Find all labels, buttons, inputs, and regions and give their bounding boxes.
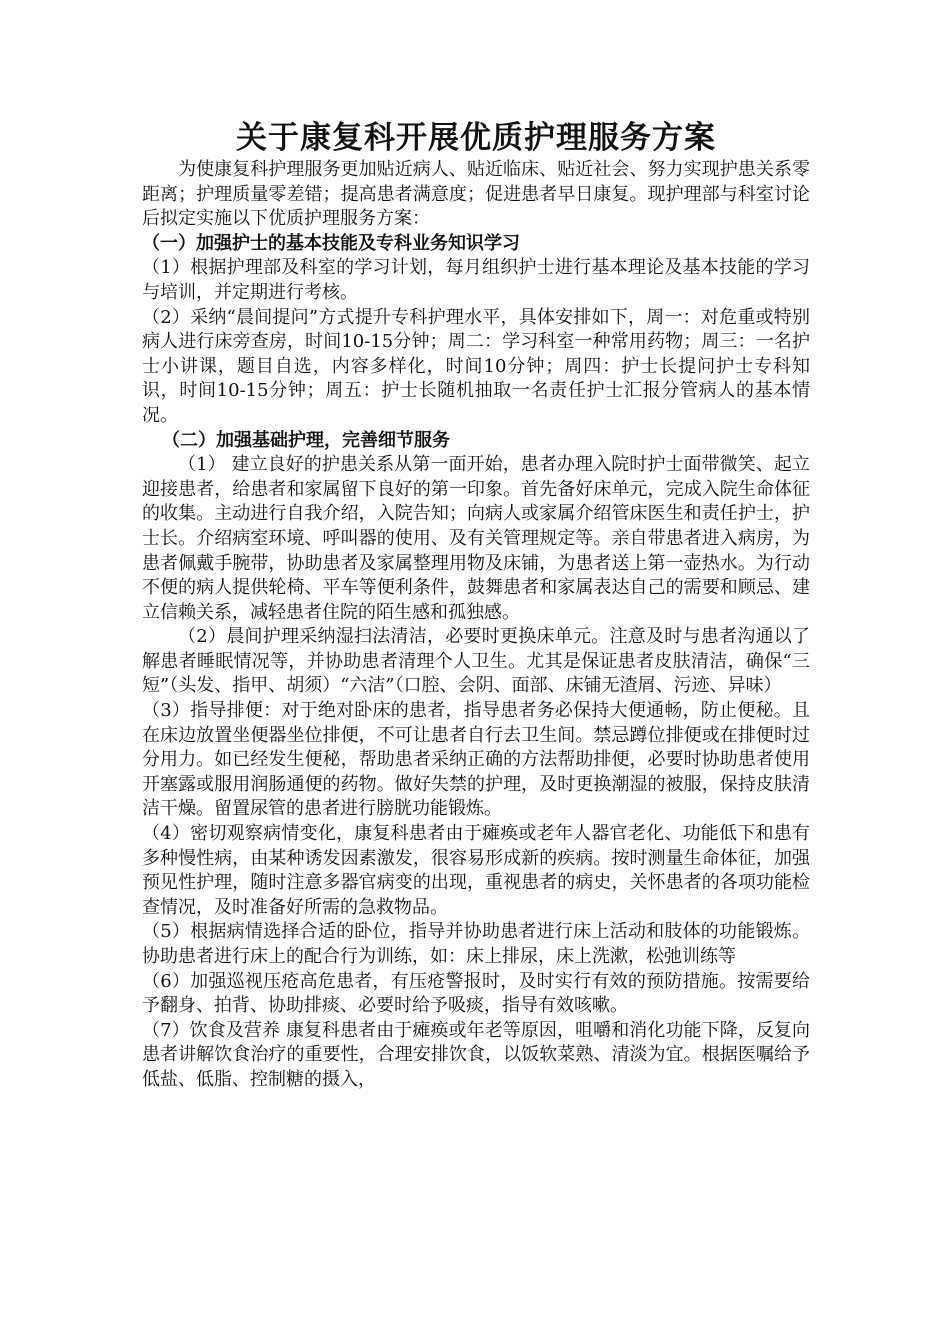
section1-item-2: （2）采纳“晨间提问”方式提升专科护理水平，具体安排如下，周一：对危重或特别病人进行床旁查房，时间10-15分钟；周二：学习科室一种常用药物；周三：一名护士小讲课，题目自选，内容多样化，时间10分钟；周四：护士长提问护士专科知识，时间10-15分钟；周五：护士长随机抽取一名责任护士汇报分管病人的基本情况。	[142, 306, 810, 426]
section1-item-1: （1）根据护理部及科室的学习计划，每月组织护士进行基本理论及基本技能的学习与培训，并定期进行考核。	[142, 257, 810, 303]
section-heading-2: （二）加强基础护理，完善细节服务	[162, 429, 450, 451]
document-title: 关于康复科开展优质护理服务方案	[236, 120, 716, 156]
section2-item-7: （7）饮食及营养 康复科患者由于瘫痪或年老等原因，咀嚼和消化功能下降，反复向患者讲解饮食治疗的重要性，合理安排饮食，以饭软菜熟、清淡为宜。根据医嘱给予低盐、低脂、控制糖的摄入，	[142, 1019, 810, 1090]
section2-item-5: （5）根据病情选择合适的卧位，指导并协助患者进行床上活动和肢体的功能锻炼。协助患者进行床上的配合行为训练，如：床上排尿，床上洗漱，松弛训练等	[142, 921, 810, 967]
section2-item-6: （6）加强巡视压疮高危患者，有压疮警报时，及时实行有效的预防措施。按需要给予翻身、拍背、协助排痰、必要时给予吸痰，指导有效咳嗽。	[142, 970, 810, 1017]
section2-item-2: （2）晨间护理采纳湿扫法清洁，必要时更换床单元。注意及时与患者沟通以了解患者睡眠情况等，并协助患者清理个人卫生。尤其是保证患者皮肤清洁，确保“三短”（头发、指甲、胡须）“六洁”（口腔、会阴、面部、床铺无渣屑、污迹、异味）	[142, 626, 810, 697]
section2-item-3: （3）指导排便：对于绝对卧床的患者，指导患者务必保持大便通畅，防止便秘。且在床边放置坐便器坐位排便，不可让患者自行去卫生间。禁忌蹲位排便或在排便时过分用力。如已经发生便秘，帮助患者采纳正确的方法帮助排便，必要时协助患者使用开塞露或服用润肠通便的药物。做好失禁的护理，及时更换潮湿的被服，保持皮肤清洁干燥。留置尿管的患者进行膀胱功能锻炼。	[142, 700, 810, 820]
intro-paragraph: 为使康复科护理服务更加贴近病人、贴近临床、贴近社会、努力实现护患关系零距离；护理质量零差错；提高患者满意度；促进患者早日康复。现护理部与科室讨论后拟定实施以下优质护理服务方案：	[142, 159, 810, 230]
document-page	[142, 118, 810, 1093]
section2-item-1: （1） 建立良好的护患关系从第一面开始，患者办理入院时护士面带微笑、起立迎接患者，给患者和家属留下良好的第一印象。首先备好床单元，完成入院生命体征的收集。主动进行自我介绍，入院告知；向病人或家属介绍管床医生和责任护士，护士长。介绍病室环境、呼叫器的使用、及有关管理规定等。亲自带患者进入病房，为患者佩戴手腕带，协助患者及家属整理用物及床铺，为患者送上第一壶热水。为行动不便的病人提供轮椅、平车等便利条件，鼓舞患者和家属表达自己的需要和顾忌、建立信赖关系，减轻患者住院的陌生感和孤独感。	[142, 454, 810, 623]
section-heading-1: （一）加强护士的基本技能及专科业务知识学习	[142, 232, 520, 254]
section2-item-4: （4）密切观察病情变化，康复科患者由于瘫痪或老年人器官老化、功能低下和患有多种慢性病，由某种诱发因素激发，很容易形成新的疾病。按时测量生命体征，加强预见性护理，随时注意多器官病变的出现，重视患者的病史，关怀患者的各项功能检查情况，及时准备好所需的急救物品。	[142, 823, 810, 918]
